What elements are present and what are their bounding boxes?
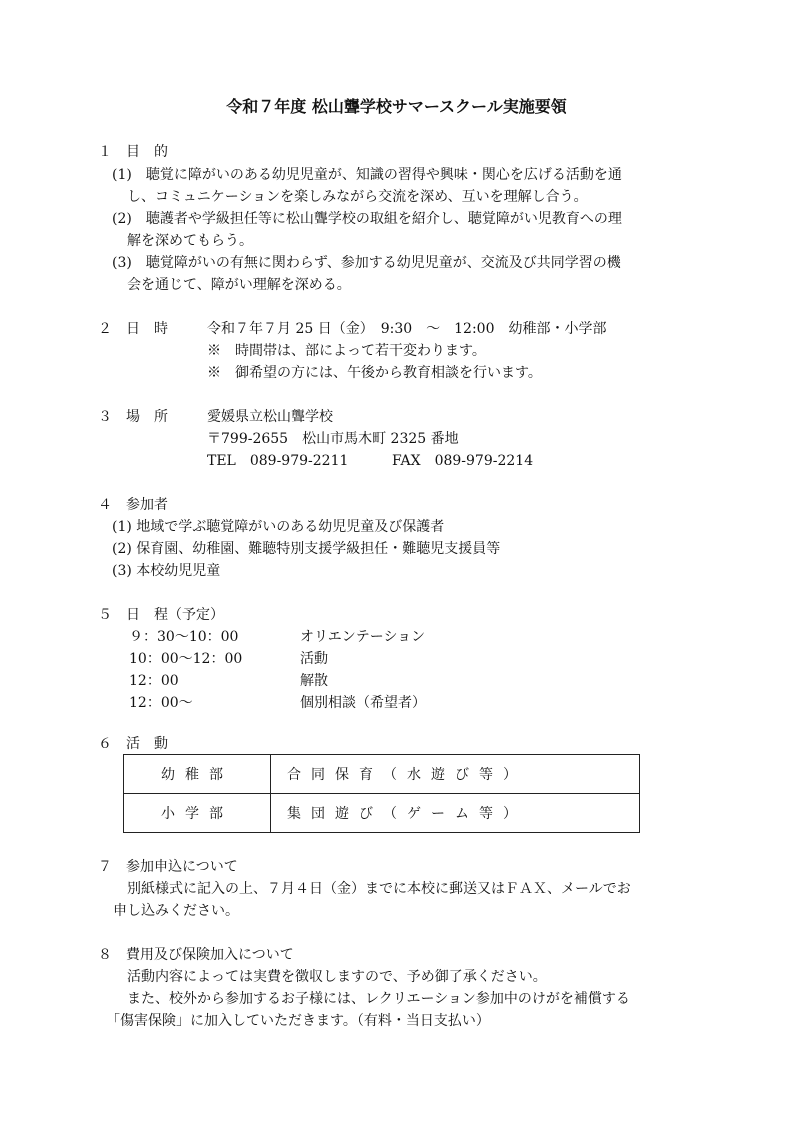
schedule-heading: ５ 日 程（予定） <box>98 607 224 623</box>
fees-line-2: また、校外から参加するお子様には、レクリエーション参加中のけがを補償する <box>127 991 630 1007</box>
purpose-item-1-line-2: し、コミュニケーションを楽しみながら交流を深め、互いを理解し合う。 <box>127 189 588 205</box>
participants-item-1: (1) 地域で学ぶ聴覚障がいのある幼児児童及び保護者 <box>112 519 445 535</box>
purpose-item-1-line-1: (1) 聴覚に障がいのある幼児児童が、知識の習得や興味・関心を広げる活動を通 <box>112 167 622 183</box>
datetime-heading: ２ 日 時 <box>98 321 168 337</box>
purpose-item-3-line-1: (3) 聴覚障がいの有無に関わらず、参加する幼児児童が、交流及び共同学習の機 <box>112 255 621 271</box>
venue-fax: FAX 089-979-2214 <box>392 453 534 469</box>
activities-heading: ６ 活 動 <box>98 736 168 752</box>
schedule-desc: 個別相談（希望者） <box>300 695 426 711</box>
schedule-time: 12：00〜 <box>129 695 193 711</box>
purpose-item-2-line-1: (2) 聴護者や学級担任等に松山聾学校の取組を紹介し、聴覚障がい児教育への理 <box>112 211 622 227</box>
purpose-heading: １ 目 的 <box>98 144 168 160</box>
venue-name: 愛媛県立松山聾学校 <box>207 409 333 425</box>
schedule-time: 12：00 <box>129 673 179 689</box>
activity-content: 集団遊び（ゲーム等） <box>271 794 640 833</box>
table-row <box>124 755 640 794</box>
schedule-desc: 活動 <box>300 651 328 667</box>
venue-tel: TEL 089-979-2211 <box>207 453 349 469</box>
application-line-2: 申し込みください。 <box>113 903 239 919</box>
document-title: 令和７年度 松山聾学校サマースクール実施要領 <box>226 97 567 116</box>
table-row <box>124 794 640 833</box>
purpose-item-3-line-2: 会を通じて、障がい理解を深める。 <box>127 277 351 293</box>
application-line-1: 別紙様式に記入の上、７月４日（金）までに本校に郵送又はＦＡＸ、メールでお <box>127 881 631 897</box>
datetime-note-1: ※ 時間帯は、部によって若干変わります。 <box>207 343 486 359</box>
activity-department: 小学部 <box>124 794 271 833</box>
participants-heading: ４ 参加者 <box>98 497 168 513</box>
activity-content: 合同保育（水遊び等） <box>271 755 640 794</box>
datetime-main: 令和７年７月 25 日（金） 9:30 〜 12:00 幼稚部・小学部 <box>207 321 607 337</box>
schedule-time: ９：30〜10：00 <box>129 629 239 645</box>
application-heading: ７ 参加申込について <box>98 859 238 875</box>
purpose-item-2-line-2: 解を深めてもらう。 <box>127 233 253 249</box>
datetime-note-2: ※ 御希望の方には、午後から教育相談を行います。 <box>207 365 542 381</box>
activities-table <box>123 754 640 833</box>
participants-item-2: (2) 保育園、幼稚園、難聴特別支援学級担任・難聴児支援員等 <box>112 541 501 557</box>
schedule-time: 10：00〜12：00 <box>129 651 243 667</box>
venue-heading: ３ 場 所 <box>98 409 168 425</box>
fees-line-3: 「傷害保険」に加入していただきます。（有料・当日支払い） <box>106 1013 490 1029</box>
venue-address: 〒799-2655 松山市馬木町 2325 番地 <box>207 431 459 447</box>
schedule-desc: オリエンテーション <box>300 629 426 645</box>
schedule-desc: 解散 <box>300 673 328 689</box>
fees-heading: ８ 費用及び保険加入について <box>98 947 294 963</box>
activity-department: 幼稚部 <box>124 755 271 794</box>
fees-line-1: 活動内容によっては実費を徴収しますので、予め御了承ください。 <box>127 969 547 985</box>
participants-item-3: (3) 本校幼児児童 <box>112 563 221 579</box>
